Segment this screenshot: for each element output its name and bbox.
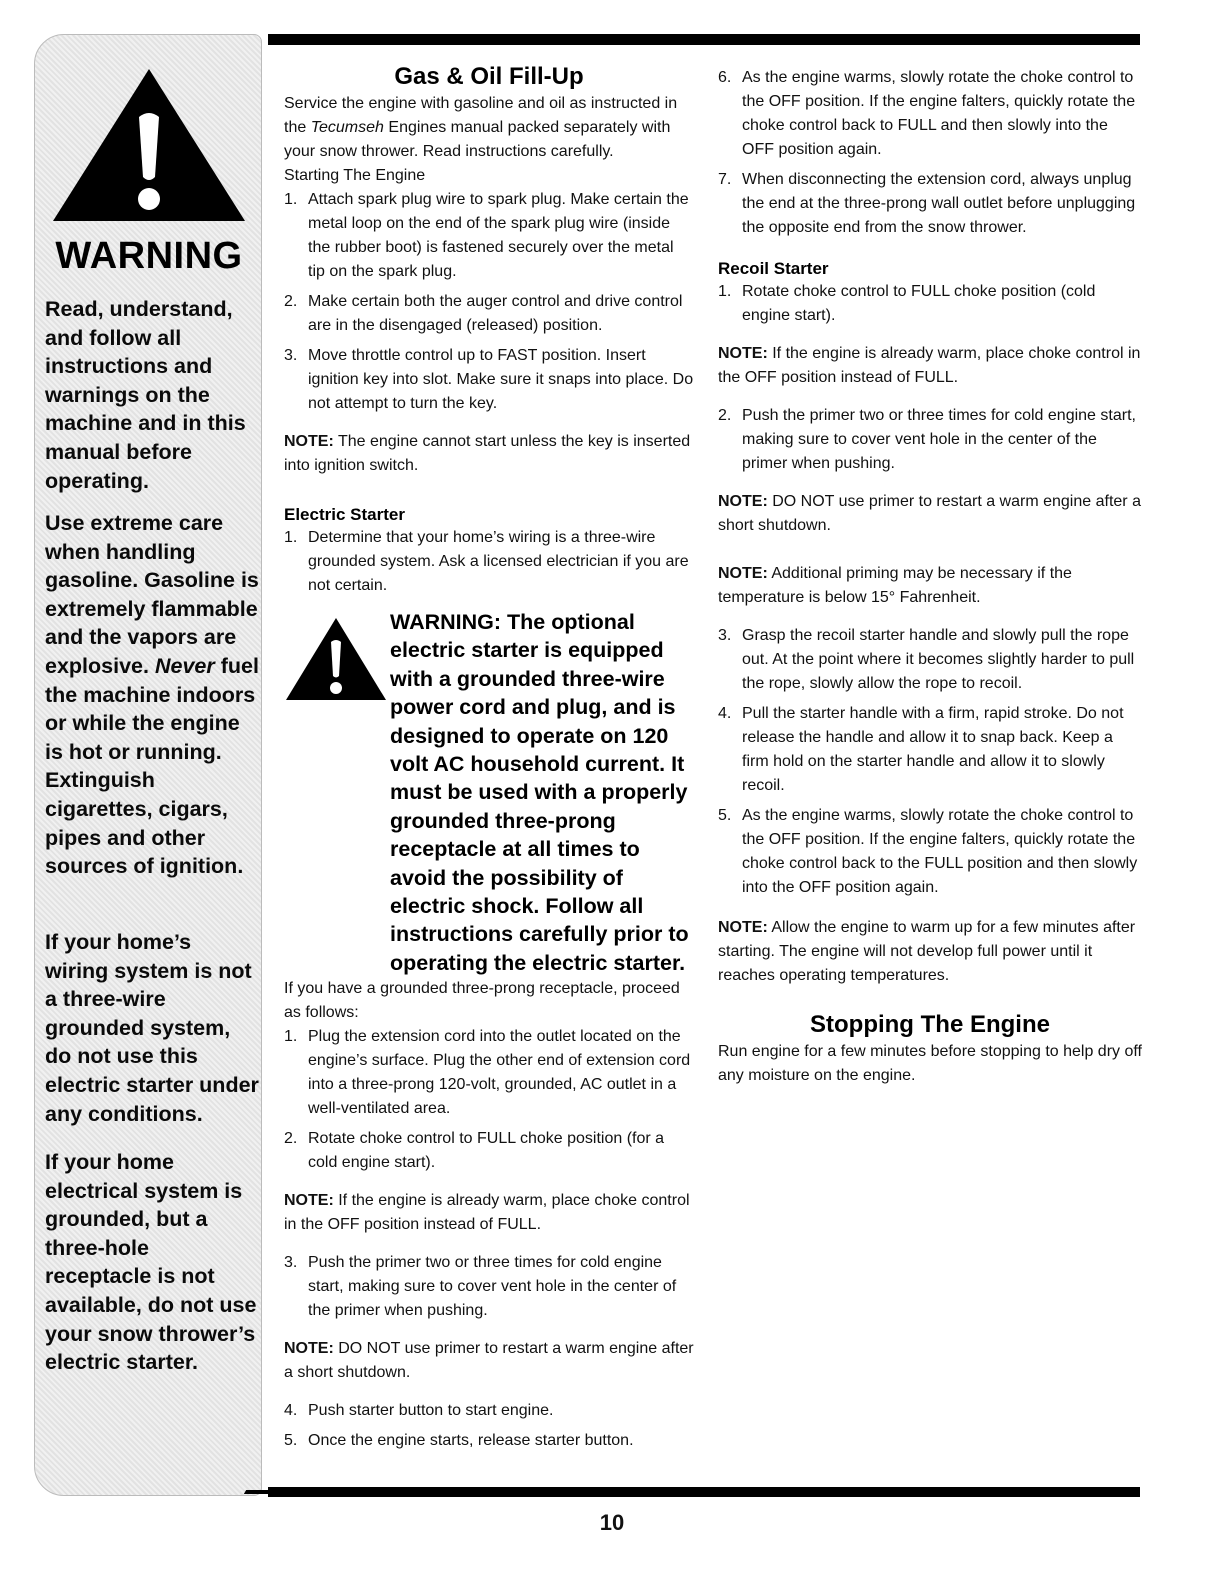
electric-starter-heading: Electric Starter	[284, 505, 405, 524]
note-warm: NOTE: If the engine is already warm, place choke control in the OFF position instead of FULL.	[284, 1192, 690, 1234]
warning-gasoline-text-2: fuel the machine indoors or while the engine is hot or running. Extinguish cigarettes, cigars, pipes and other sources of ignition.	[45, 653, 259, 879]
intro-text: Service the engine with gasoline and oil as instructed in the	[284, 95, 678, 136]
list-item: 5. Once the engine starts, release starter button.	[284, 1432, 634, 1450]
electric-step-3	[284, 1251, 694, 1323]
list-item: 7. When disconnecting the extension cord, always unplug the end at the three-prong wall outlet before unplugging the opposite end from the snow thrower.	[718, 171, 1136, 236]
list-item: 6. As the engine warms, slowly rotate the choke control to the OFF position. If the engine falters, quickly rotate the choke control back to FULL and then slowly into the OFF position again.	[718, 69, 1136, 158]
list-item: 1. Determine that your home’s wiring is a three-wire grounded system. Ask a licensed electrician if you are not certain.	[284, 529, 689, 594]
bottom-rule	[268, 1487, 1140, 1497]
electric-warning-box	[284, 608, 694, 977]
recoil-note-priming: NOTE: Additional priming may be necessary if the temperature is below 15° Fahrenheit.	[718, 565, 1072, 606]
electric-lead: If you have a grounded three-prong receptacle, proceed as follows:	[284, 980, 680, 1022]
warning-receptacle: If your home electrical system is grounded, but a three-hole receptacle is not available, do not use your snow thrower’s electric starter.	[45, 1150, 257, 1375]
list-item: 2. Rotate choke control to FULL choke position (for a cold engine start).	[284, 1130, 665, 1172]
list-item: 3. Grasp the recoil starter handle and slowly pull the rope out. At the point where it becomes slightly harder to pull the rope, slowly allow the rope to recoil.	[718, 627, 1135, 692]
warning-triangle-icon	[284, 616, 388, 702]
electric-step-1	[284, 526, 694, 598]
stopping-heading: Stopping The Engine	[810, 1011, 1050, 1038]
top-rule	[268, 34, 1140, 45]
warning-title: WARNING	[55, 235, 243, 277]
column-right	[718, 66, 1142, 1088]
electric-warning-text: WARNING: The optional electric starter is equipped with a grounded three-wire power cord and plug, and is designed to operate on 120 volt AC household current. It must be used with a properly grounded three-prong receptacle at all times to avoid the possibility of electric shock. Follow all instructions carefully prior to operating the electric starter.	[390, 610, 689, 975]
starting-steps	[284, 188, 694, 416]
electric-steps-b	[284, 1399, 694, 1453]
page-number: 10	[599, 1510, 625, 1535]
electric-steps-a	[284, 1025, 694, 1175]
bottom-rule-tail	[244, 1490, 276, 1494]
list-item: 1. Attach spark plug wire to spark plug. Make certain the metal loop on the end of the spark plug wire (inside the rubber boot) is fastened securely over the metal tip on the spark plug.	[284, 191, 689, 280]
warning-wiring: If your home’s wiring system is not a three-wire grounded system, do not use this electric starter under any conditions.	[45, 930, 259, 1126]
gas-oil-intro	[284, 92, 694, 164]
warning-read-manual: Read, understand, and follow all instructions and warnings on the machine and in this manual before operating.	[45, 297, 246, 493]
note-primer: NOTE: DO NOT use primer to restart a warm engine after a short shutdown.	[284, 1340, 694, 1382]
stopping-text: Run engine for a few minutes before stopping to help dry off any moisture on the engine.	[718, 1043, 1142, 1084]
list-item: 3. Move throttle control up to FAST position. Insert ignition key into slot. Make sure it snaps into place. Do not attempt to turn the key.	[284, 347, 694, 412]
recoil-note-primer: NOTE: DO NOT use primer to restart a warm engine after a short shutdown.	[718, 493, 1141, 534]
warning-gasoline	[45, 509, 259, 881]
column-left	[284, 62, 694, 1453]
warning-triangle-icon	[51, 65, 247, 225]
intro-text-2: Engines manual packed separately with your snow thrower. Read instructions carefully.	[284, 119, 671, 160]
recoil-starter-heading: Recoil Starter	[718, 259, 829, 278]
recoil-note-warmup: NOTE: Allow the engine to warm up for a few minutes after starting. The engine will not develop full power until it reaches operating temperatures.	[718, 919, 1136, 984]
list-item: 4. Push starter button to start engine.	[284, 1402, 554, 1420]
recoil-note-warm: NOTE: If the engine is already warm, place choke control in the OFF position instead of FULL.	[718, 345, 1141, 386]
warning-never-text: Never	[154, 653, 215, 678]
list-item: 2. Make certain both the auger control and drive control are in the disengaged (released) position.	[284, 293, 683, 334]
list-item: 1. Rotate choke control to FULL choke position (cold engine start).	[718, 283, 1096, 324]
list-item: 4. Pull the starter handle with a firm, rapid stroke. Do not release the handle and allow it to snap back. Keep a firm hold on the starter handle and allow it to slowly recoil.	[718, 705, 1124, 794]
list-item: 3. Push the primer two or three times for cold engine start, making sure to cover vent hole in the center of the primer when pushing.	[284, 1254, 677, 1320]
starting-subhead: Starting The Engine	[284, 167, 426, 184]
intro-brand: Tecumseh	[310, 119, 384, 136]
list-item: 2. Push the primer two or three times for cold engine start, making sure to cover vent hole in the center of the primer when pushing.	[718, 407, 1136, 472]
gas-oil-heading: Gas & Oil Fill-Up	[394, 63, 584, 90]
recoil-step-1	[718, 280, 1142, 328]
list-item: 1. Plug the extension cord into the outlet located on the engine’s surface. Plug the other end of extension cord into a three-prong 120-volt, grounded, AC outlet in a well-ventilated area.	[284, 1028, 691, 1118]
recoil-steps	[718, 624, 1142, 900]
warning-sidebar	[34, 34, 262, 1496]
warning-gasoline-text: Use extreme care when handling gasoline. Gasoline is extremely flammable and the vapors are explosive.	[45, 511, 259, 678]
electric-steps-c	[718, 66, 1142, 240]
list-item: 5. As the engine warms, slowly rotate the choke control to the OFF position. If the engine falters, quickly rotate the choke control back to the FULL position and then slowly into the OFF position again.	[718, 807, 1138, 896]
note-key: NOTE: The engine cannot start unless the key is inserted into ignition switch.	[284, 433, 691, 474]
recoil-step-2	[718, 404, 1142, 476]
